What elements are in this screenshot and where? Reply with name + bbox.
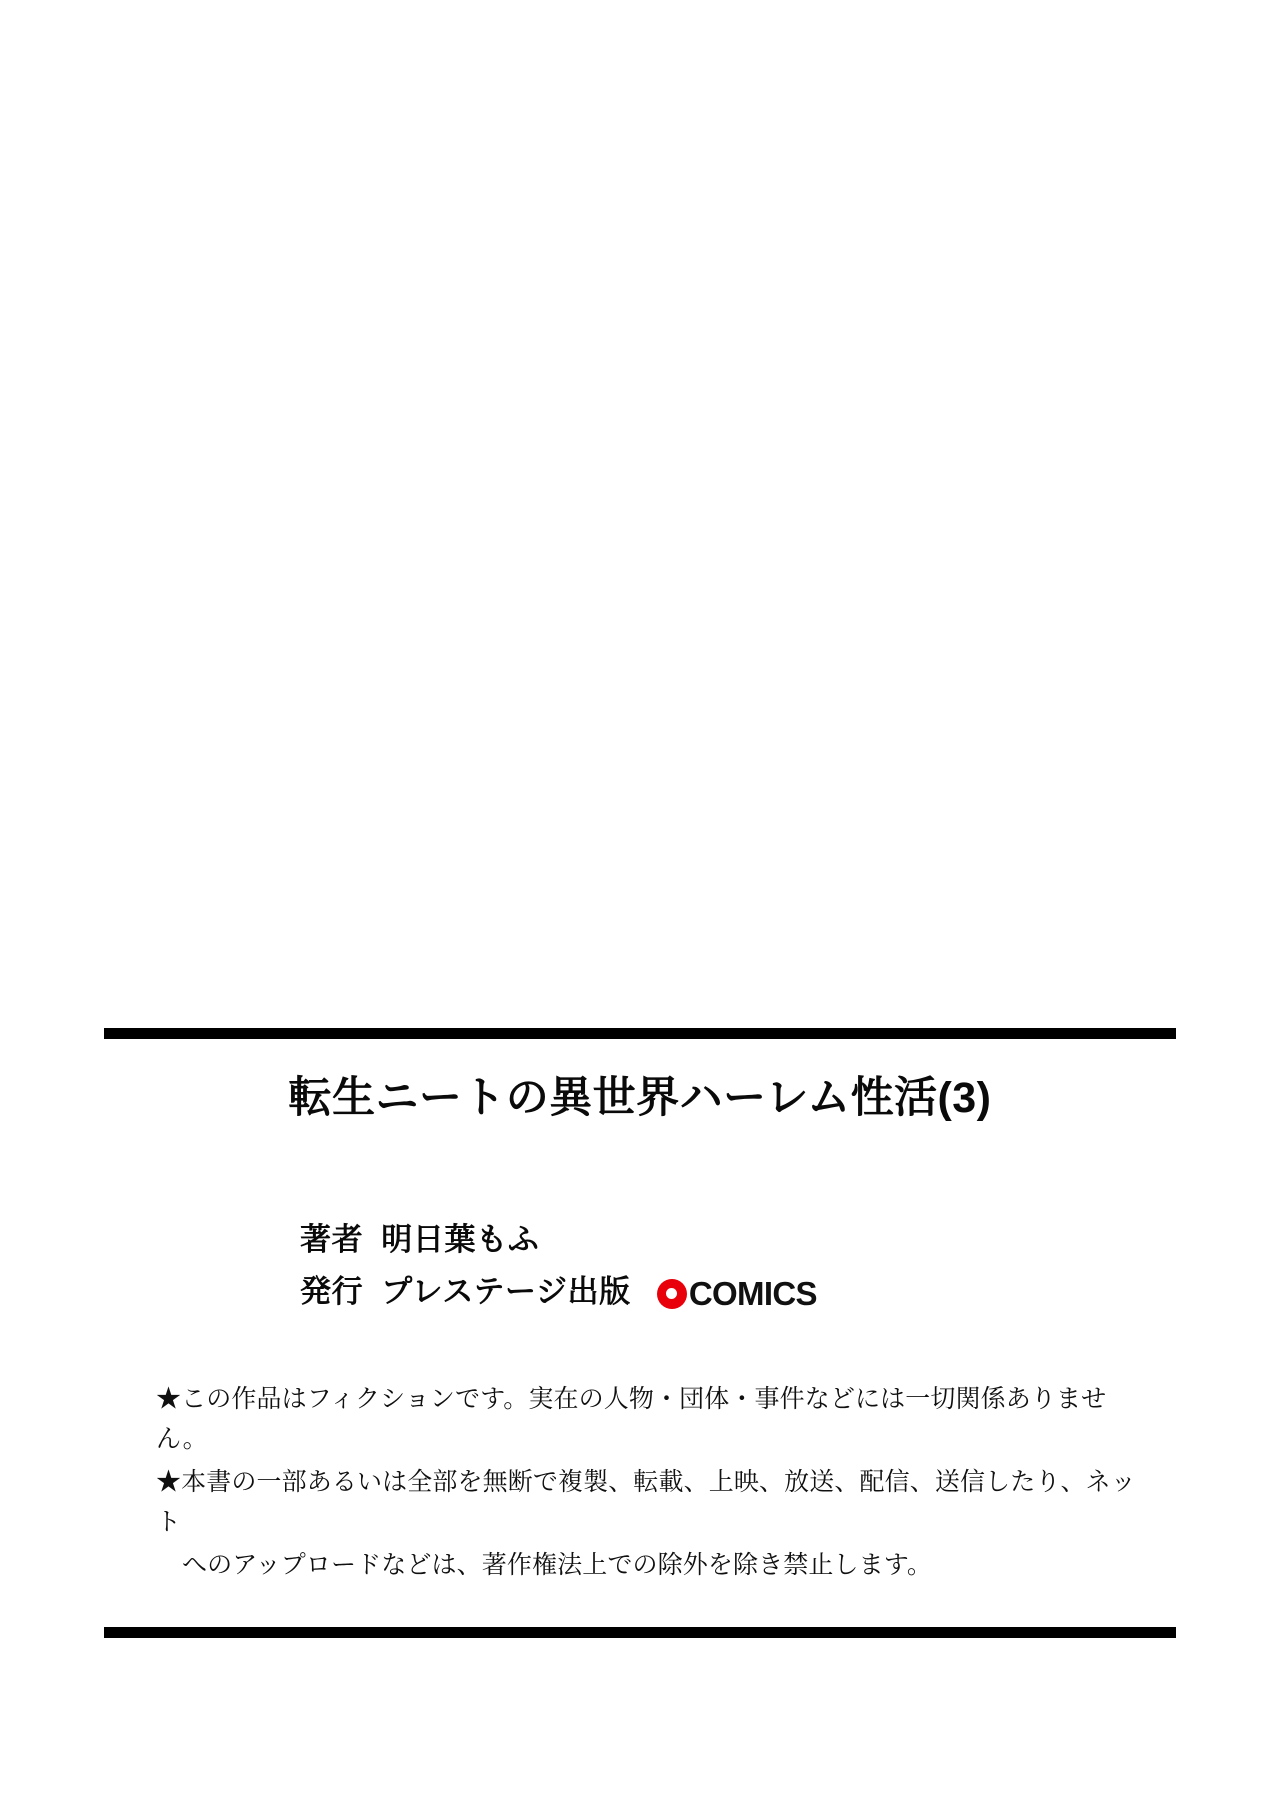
credit-value-publisher: プレステージ出版 <box>381 1273 631 1309</box>
colophon-top-rule <box>104 1028 1176 1039</box>
credit-value-author: 明日葉もふ <box>381 1221 540 1257</box>
title-row <box>104 1039 1176 1137</box>
credit-label-publisher: 発行 <box>300 1273 364 1309</box>
credit-row-publisher <box>300 1265 1176 1318</box>
notice-copyright-line2: へのアップロードなどは、著作権法上での除外を除き禁止します。 <box>182 1550 933 1579</box>
notice-copyright-line1: ★本書の一部あるいは全部を無断で複製、転載、上映、放送、配信、送信したり、ネット <box>156 1467 1136 1537</box>
target-circle-icon <box>657 1279 687 1309</box>
credit-row-author <box>300 1215 1176 1265</box>
credits-block <box>104 1215 1176 1319</box>
notices-block <box>104 1379 1176 1628</box>
comics-logo-text: COMICS <box>688 1275 817 1313</box>
notice-fiction: ★この作品はフィクションです。実在の人物・団体・事件などには一切関係ありません。 <box>156 1384 1107 1454</box>
work-title: 転生ニートの異世界ハーレム性活(3) <box>288 1074 992 1122</box>
colophon-block <box>104 1028 1176 1638</box>
credit-label-author: 著者 <box>300 1221 364 1257</box>
comics-logo <box>657 1267 817 1320</box>
colophon-bottom-rule <box>104 1627 1176 1638</box>
